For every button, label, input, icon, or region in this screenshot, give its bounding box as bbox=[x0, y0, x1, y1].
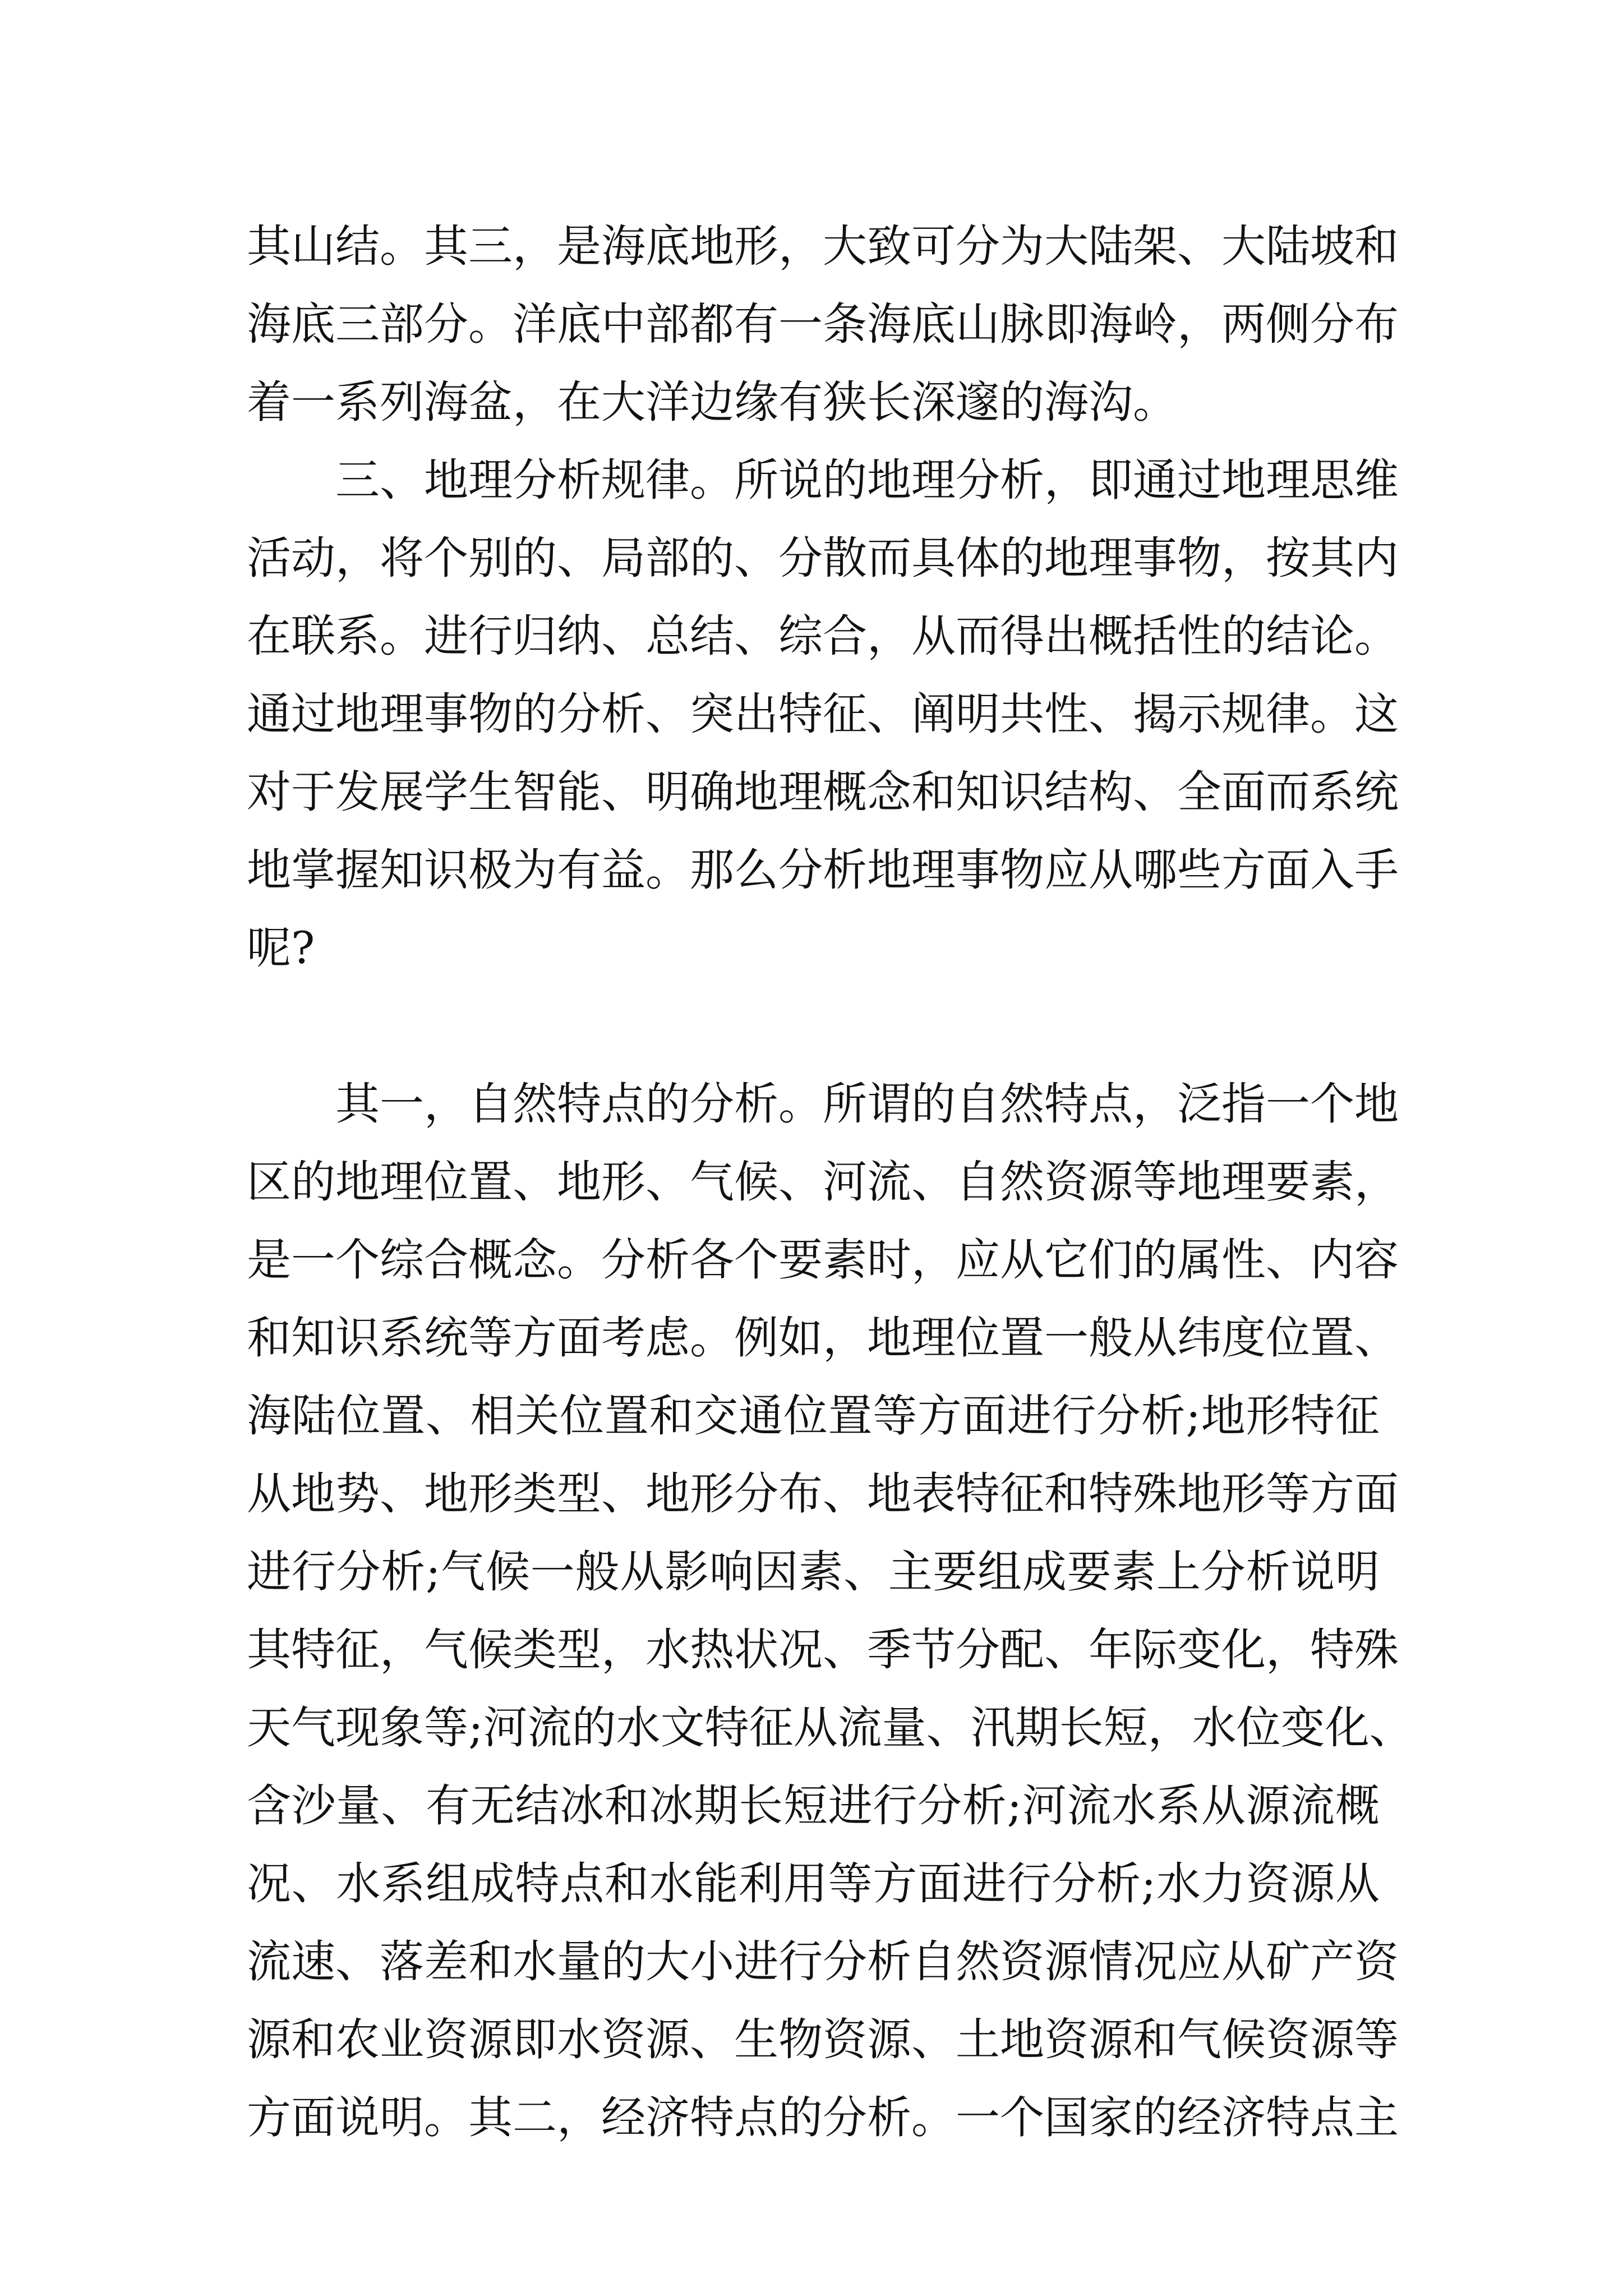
paragraph-1 bbox=[247, 208, 1399, 441]
text-line: 况、水系组成特点和水能利用等方面进行分析;水力资源从 bbox=[247, 1858, 1380, 1910]
text-line: 区的地理位置、地形、气候、河流、自然资源等地理要素， bbox=[247, 1156, 1399, 1208]
text-line: 其特征，气候类型，水热状况、季节分配、年际变化，特殊 bbox=[247, 1624, 1399, 1676]
text-line: 通过地理事物的分析、突出特征、阐明共性、揭示规律。这 bbox=[247, 688, 1399, 740]
text-line: 方面说明。其二，经济特点的分析。一个国家的经济特点主 bbox=[247, 2092, 1399, 2143]
text-line: 呢? bbox=[247, 922, 315, 974]
paragraph-spacer bbox=[247, 987, 1380, 1065]
text-line: 从地势、地形类型、地形分布、地表特征和特殊地形等方面 bbox=[247, 1468, 1399, 1520]
paragraph-3 bbox=[247, 1065, 1414, 2157]
text-line: 海陆位置、相关位置和交通位置等方面进行分析;地形特征 bbox=[247, 1390, 1380, 1442]
text-line: 活动，将个别的、局部的、分散而具体的地理事物，按其内 bbox=[247, 532, 1399, 584]
text-line: 进行分析;气候一般从影响因素、主要组成要素上分析说明 bbox=[247, 1546, 1380, 1598]
text-line: 在联系。进行归纳、总结、综合，从而得出概括性的结论。 bbox=[247, 610, 1399, 662]
text-line: 其一，自然特点的分析。所谓的自然特点，泛指一个地 bbox=[335, 1078, 1399, 1130]
text-line: 流速、落差和水量的大小进行分析自然资源情况应从矿产资 bbox=[247, 1936, 1399, 1987]
document-page bbox=[247, 208, 1414, 2157]
text-line: 源和农业资源即水资源、生物资源、土地资源和气候资源等 bbox=[247, 2014, 1399, 2065]
text-line: 三、地理分析规律。所说的地理分析，即通过地理思维 bbox=[335, 454, 1399, 506]
text-line: 着一系列海盆，在大洋边缘有狭长深邃的海沟。 bbox=[247, 376, 1177, 428]
text-line: 和知识系统等方面考虑。例如，地理位置一般从纬度位置、 bbox=[247, 1312, 1399, 1364]
text-line: 海底三部分。洋底中部都有一条海底山脉即海岭，两侧分布 bbox=[247, 298, 1399, 350]
text-line: 其山结。其三，是海底地形，大致可分为大陆架、大陆坡和 bbox=[247, 220, 1399, 272]
text-line: 天气现象等;河流的水文特征从流量、汛期长短，水位变化、 bbox=[247, 1702, 1414, 1754]
text-line: 对于发展学生智能、明确地理概念和知识结构、全面而系统 bbox=[247, 766, 1399, 818]
text-line: 地掌握知识极为有益。那么分析地理事物应从哪些方面入手 bbox=[247, 844, 1399, 896]
paragraph-2 bbox=[247, 441, 1399, 987]
text-line: 含沙量、有无结冰和冰期长短进行分析;河流水系从源流概 bbox=[247, 1780, 1380, 1832]
text-line: 是一个综合概念。分析各个要素时，应从它们的属性、内容 bbox=[247, 1234, 1399, 1286]
